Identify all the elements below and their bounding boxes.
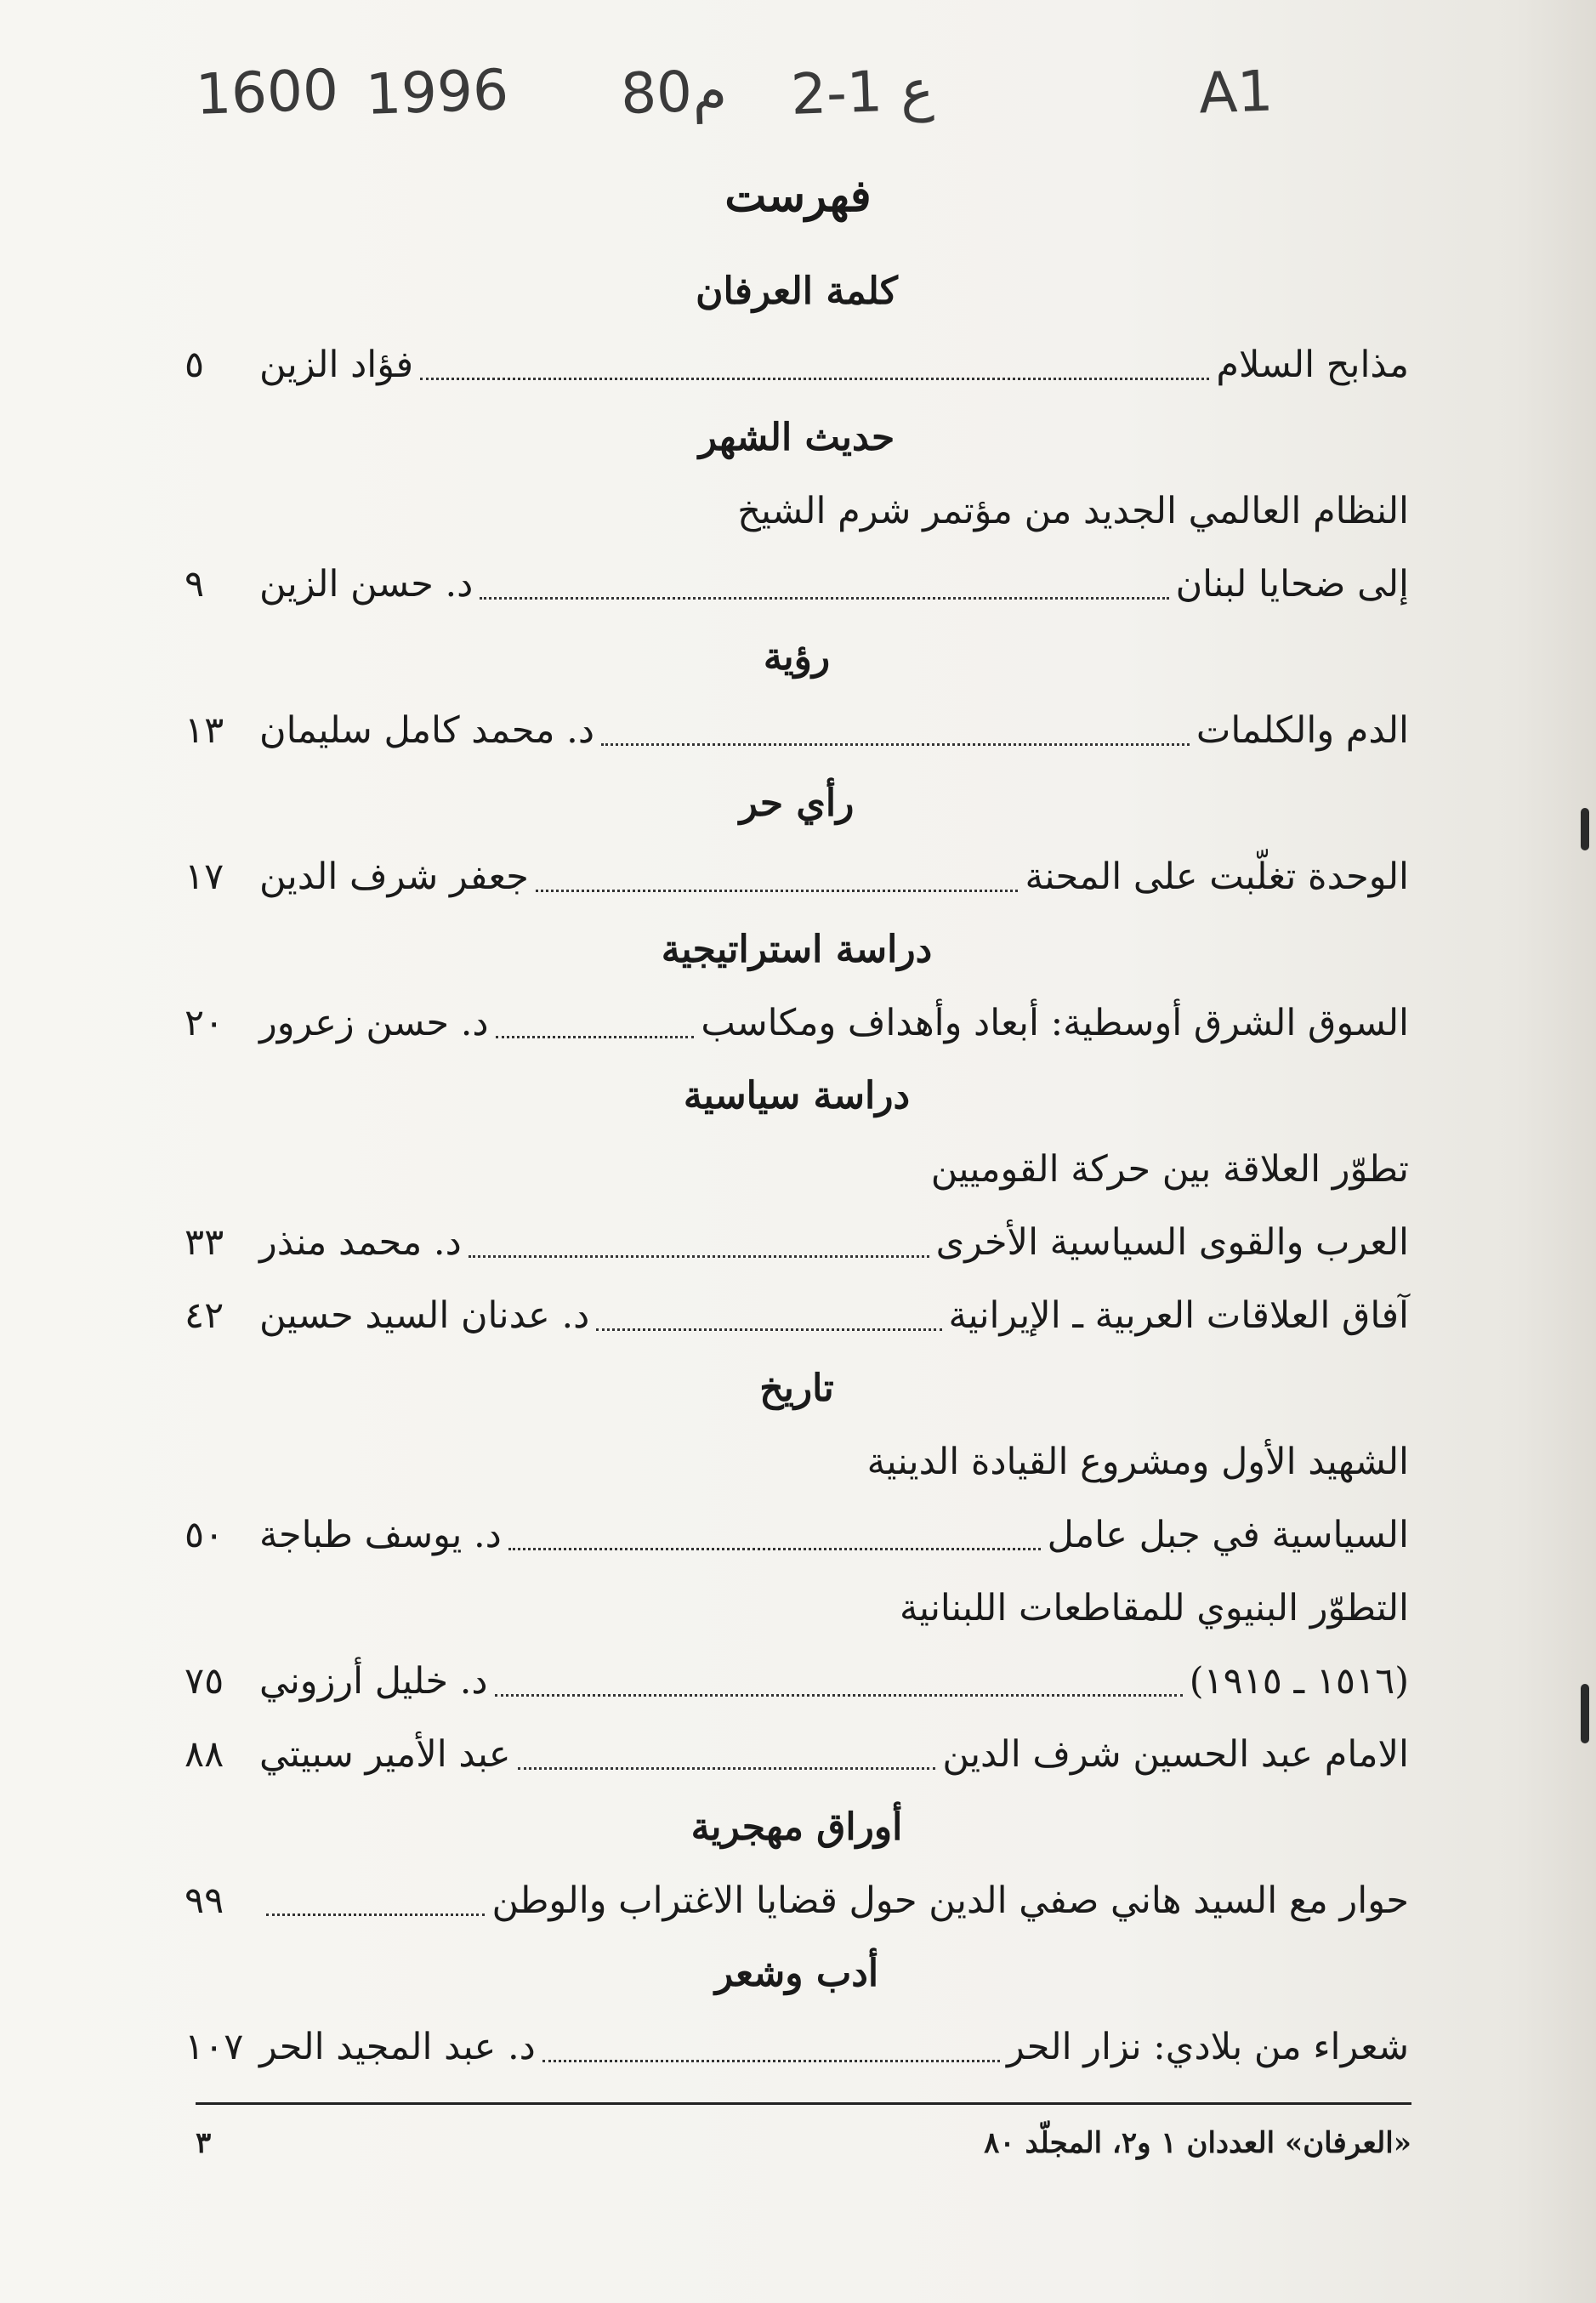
handwritten-note: [194, 57, 1369, 153]
entry-page: ٧٥: [185, 1660, 224, 1703]
journal-reference: «العرفان» العددان ١ و٢، المجلّد ٨٠: [984, 2126, 1411, 2160]
page-number: ٣: [196, 2126, 212, 2160]
table-of-contents: [185, 255, 1409, 2084]
toc-entry[interactable]: [185, 1279, 1409, 1352]
section-heading: حديث الشهر: [698, 416, 895, 459]
entry-title: آفاق العلاقات العربية ـ الإيرانية: [948, 1294, 1409, 1337]
dot-leader: [596, 1328, 941, 1331]
dot-leader: [518, 1767, 936, 1770]
section-heading: أوراق مهجرية: [690, 1805, 903, 1849]
entry-author: د. محمد منذر: [259, 1221, 462, 1264]
entry-page: ١٧: [185, 856, 224, 898]
handwritten-note-item: 2-1 ع: [789, 57, 935, 128]
handwritten-note-item: 80م: [619, 57, 729, 128]
handwritten-note-item: 1600: [194, 57, 340, 128]
dot-leader: [266, 1913, 485, 1916]
toc-entry[interactable]: [185, 694, 1409, 767]
dot-leader: [420, 378, 1209, 380]
section-heading: دراسة استراتيجية: [661, 928, 933, 971]
section-heading: تاريخ: [759, 1367, 834, 1410]
page-title: فهرست: [724, 170, 872, 222]
handwritten-note-item: A1: [1197, 58, 1275, 127]
entry-page: ٣٣: [185, 1221, 224, 1264]
entry-page: ٩٩: [185, 1879, 224, 1922]
entry-page: ٥: [185, 344, 205, 386]
entry-author: د. عدنان السيد حسين: [259, 1294, 590, 1337]
dot-leader: [536, 890, 1019, 892]
entry-author: د. حسن الزين: [259, 563, 474, 606]
toc-entry[interactable]: [185, 1864, 1409, 1937]
entry-title: شعراء من بلادي: نزار الحر: [1007, 2026, 1409, 2068]
entry-page: ٨٨: [185, 1733, 224, 1776]
dot-leader: [495, 1694, 1183, 1697]
section-heading: دراسة سياسية: [683, 1074, 911, 1117]
footer-divider: [196, 2102, 1411, 2105]
entry-title: الوحدة تغلّبت على المحنة: [1025, 856, 1409, 898]
entry-title: السوق الشرق أوسطية: أبعاد وأهداف ومكاسب: [701, 1002, 1409, 1044]
page-footer: [196, 2118, 1411, 2169]
entry-author: د. عبد المجيد الحر: [259, 2026, 536, 2068]
handwritten-note-item: 1996: [364, 57, 510, 128]
scan-edge-mark: [1581, 808, 1589, 850]
toc-entry[interactable]: [185, 840, 1409, 913]
entry-title: (١٥١٦ ـ ١٩١٥): [1189, 1660, 1409, 1703]
entry-author: د. يوسف طباجة: [259, 1514, 502, 1556]
entry-title: إلى ضحايا لبنان: [1175, 563, 1409, 606]
section-heading: أدب وشعر: [714, 1952, 879, 1995]
entry-page: ٤٢: [185, 1294, 224, 1337]
dot-leader: [496, 1036, 695, 1038]
entry-page: ٢٠: [185, 1002, 224, 1044]
entry-author: د. حسن زعرور: [259, 1002, 489, 1044]
entry-page: ٥٠: [185, 1514, 224, 1556]
entry-title: حوار مع السيد هاني صفي الدين حول قضايا الاغتراب والوطن: [491, 1879, 1409, 1922]
entry-page: ٩: [185, 563, 205, 606]
section-heading: كلمة العرفان: [696, 270, 898, 313]
entry-title: الدم والكلمات: [1196, 709, 1409, 752]
entry-author: جعفر شرف الدين: [259, 856, 529, 898]
toc-entry[interactable]: [185, 987, 1409, 1060]
entry-page: ١٠٧: [185, 2026, 244, 2068]
toc-entry[interactable]: [185, 1206, 1409, 1279]
toc-entry[interactable]: [185, 328, 1409, 401]
toc-entry[interactable]: [185, 1645, 1409, 1718]
section-heading: رأي حر: [739, 782, 855, 825]
entry-title-line: الشهيد الأول ومشروع القيادة الدينية: [866, 1441, 1409, 1483]
entry-title-line: التطوّر البنيوي للمقاطعات اللبنانية: [899, 1587, 1409, 1629]
entry-title: العرب والقوى السياسية الأخرى: [935, 1221, 1409, 1264]
entry-title: مذابح السلام: [1216, 344, 1409, 386]
dot-leader: [542, 2060, 1000, 2062]
dot-leader: [480, 597, 1168, 600]
entry-title: الامام عبد الحسين شرف الدين: [942, 1733, 1409, 1776]
toc-entry[interactable]: [185, 1498, 1409, 1572]
entry-title: السياسية في جبل عامل: [1047, 1514, 1409, 1556]
entry-author: د. خليل أرزوني: [259, 1660, 488, 1703]
scan-edge-mark: [1581, 1684, 1589, 1743]
dot-leader: [601, 743, 1190, 746]
toc-entry[interactable]: [185, 2010, 1409, 2084]
entry-page: ١٣: [185, 709, 224, 752]
toc-entry[interactable]: [185, 548, 1409, 621]
dot-leader: [508, 1548, 1041, 1550]
section-heading: رؤية: [763, 635, 831, 679]
entry-author: عبد الأمير سبيتي: [259, 1733, 511, 1776]
entry-author: فؤاد الزين: [259, 344, 414, 386]
entry-author: د. محمد كامل سليمان: [259, 709, 594, 752]
entry-title-line: تطوّر العلاقة بين حركة القوميين: [930, 1148, 1409, 1191]
dot-leader: [469, 1255, 929, 1258]
toc-entry[interactable]: [185, 1718, 1409, 1791]
entry-title-line: النظام العالمي الجديد من مؤتمر شرم الشيخ: [737, 490, 1409, 532]
